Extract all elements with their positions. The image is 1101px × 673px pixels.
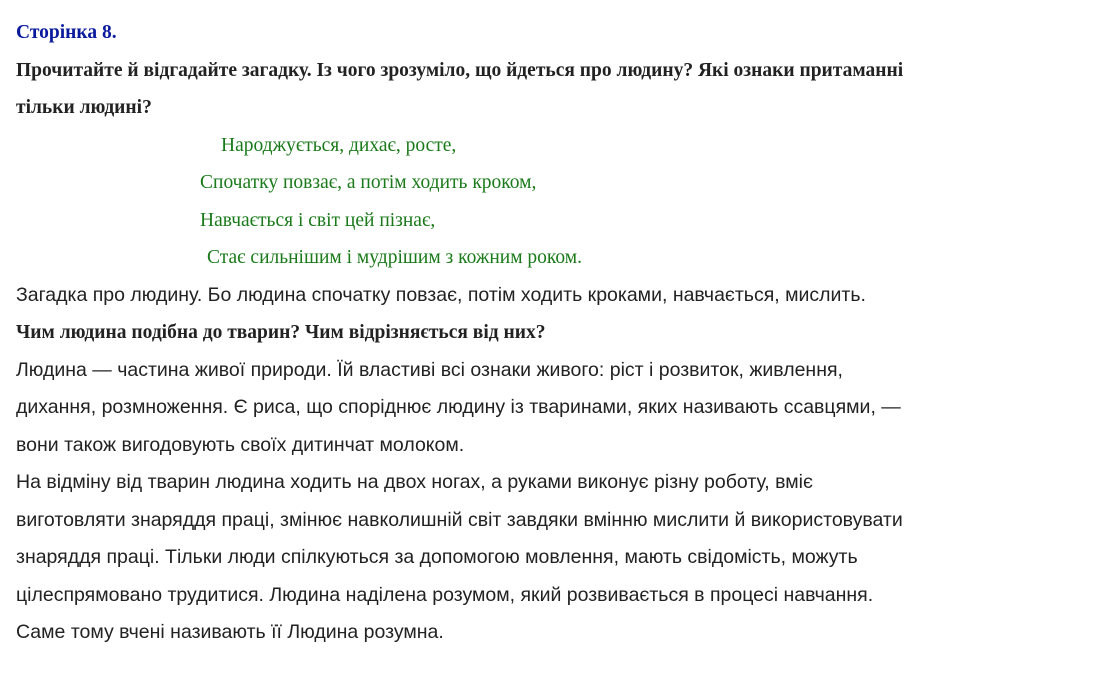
paragraph-line: виготовляти знаряддя праці, змінює навколишній світ завдяки вмінню мислити й використовувати xyxy=(16,508,903,531)
page-number: Сторінка 8. xyxy=(16,22,117,43)
riddle-poem xyxy=(16,127,1091,277)
paragraph-line: вони також вигодовують своїх дитинчат молоком. xyxy=(16,433,465,456)
comparison-question: Чим людина подібна до тварин? Чим відрізняється від них? xyxy=(16,322,546,343)
riddle-question-line-1: Прочитайте й відгадайте загадку. Із чого зрозуміло, що йдеться про людину? Які ознаки притаманні xyxy=(16,59,904,81)
paragraph-line: дихання, розмноження. Є риса, що споріднює людину із тваринами, яких називають ссавцями, — xyxy=(16,396,901,418)
poem-line: Спочатку повзає, а потім ходить кроком, xyxy=(200,172,537,193)
poem-line: Навчається і світ цей пізнає, xyxy=(200,209,436,231)
paragraph-similarity xyxy=(16,352,1091,465)
paragraph-line: Саме тому вчені називають її Людина розумна. xyxy=(16,621,444,643)
riddle-question-line-2: тільки людині? xyxy=(16,97,152,118)
paragraph-line: На відміну від тварин людина ходить на двох ногах, а руками виконує різну роботу, вміє xyxy=(16,471,813,493)
paragraph-line: Людина — частина живої природи. Їй властиві всі ознаки живого: ріст і розвиток, живлення, xyxy=(16,358,843,381)
riddle-answer: Загадка про людину. Бо людина спочатку повзає, потім ходить кроками, навчається, мислить. xyxy=(16,283,866,306)
paragraph-line: цілеспрямовано трудитися. Людина наділена розумом, який розвивається в процесі навчання. xyxy=(16,583,874,606)
paragraph-differences xyxy=(16,464,1091,652)
poem-line: Народжується, дихає, росте, xyxy=(221,134,457,156)
paragraph-line: знаряддя праці. Тільки люди спілкуються за допомогою мовлення, мають свідомість, можуть xyxy=(16,546,858,568)
document-page xyxy=(16,14,1091,652)
poem-line: Стає сильнішим і мудрішим з кожним роком. xyxy=(207,247,583,268)
